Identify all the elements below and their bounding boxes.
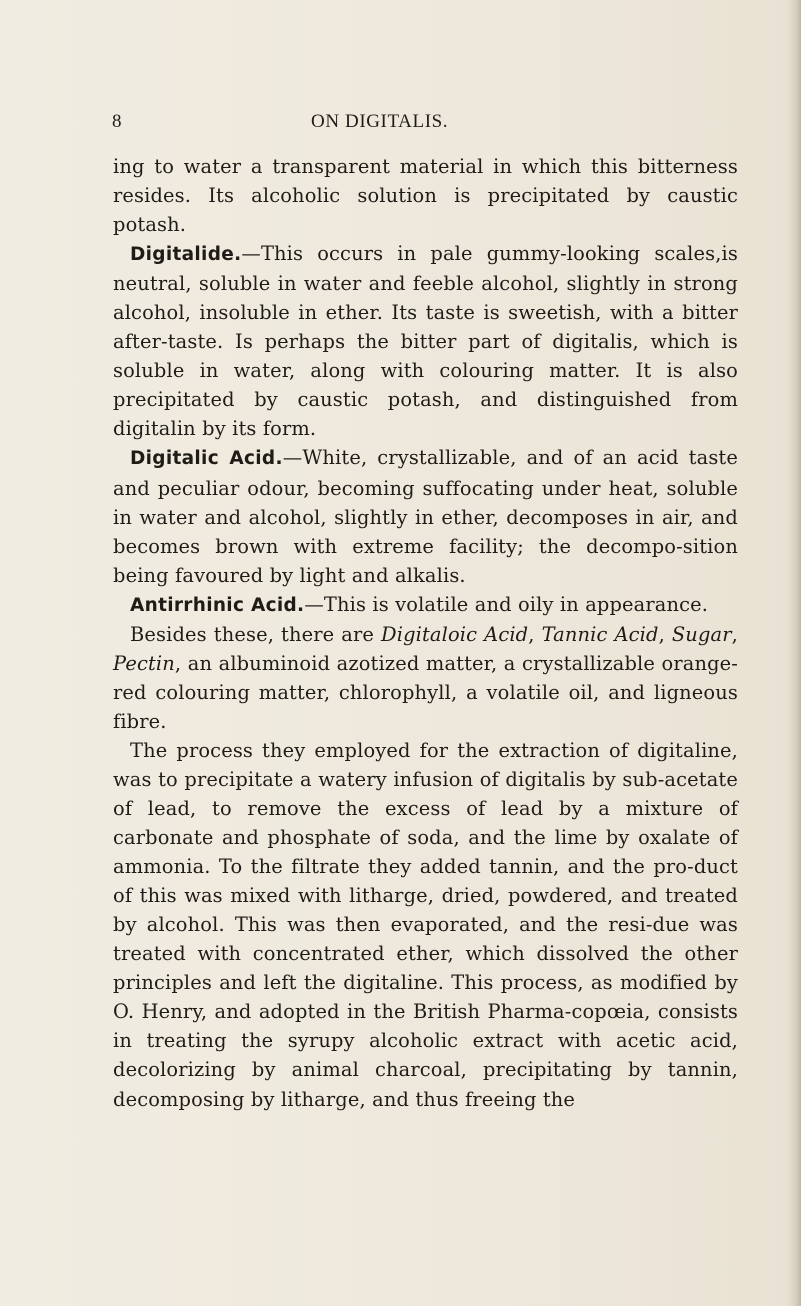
running-head: ON DIGITALIS. — [311, 111, 449, 132]
term-heading: Digitalic Acid. — [130, 448, 283, 470]
paragraph-continuation: ing to water a transparent material in which this bitterness resides. Its alcoholic solution is precipitated by caustic potash. — [113, 155, 738, 237]
page-header — [0, 111, 801, 137]
page-edge-shadow — [787, 0, 801, 1306]
paragraph-text: —White, crystallizable, and of an acid taste and peculiar odour, becoming suffocating under heat, soluble in water and alcohol, slightly in ether, decomposes in air, and becomes brown with extreme facility; the decompo-sition being favoured by light and alkalis. — [113, 446, 738, 587]
italic-term: Sugar — [671, 622, 732, 646]
paragraph-text: —This is volatile and oily in appearance. — [304, 592, 709, 616]
paragraph-other-constituents: Besides these, there are Digitaloic Acid, Tannic Acid, Sugar, Pectin, an albuminoid azotized matter, a crystallizable orange-red colouring matter, chlorophyll, a volatile oil, and ligneous fibre. — [113, 622, 738, 733]
paragraph-text: —This occurs in pale gummy-looking scales,is neutral, soluble in water and feeble alcohol, slightly in strong alcohol, insoluble in ether. Its taste is sweetish, with a bitter after-taste. Is perhaps the bitter part of digitalis, which is soluble in water, along with colouring matter. It is also precipitated by caustic potash, and distinguished from digitalin by its form. — [113, 242, 738, 441]
paragraph-text: Besides these, there are — [130, 622, 375, 646]
italic-term: Digitaloic Acid — [381, 622, 529, 646]
paragraph-digitalide — [113, 239, 738, 443]
body-text — [113, 152, 738, 1114]
term-heading: Antirrhinic Acid. — [130, 594, 305, 616]
italic-term: Tannic Acid — [541, 622, 659, 646]
paragraph-digitalic-acid — [113, 443, 738, 589]
paragraph-antirrhinic-acid — [113, 590, 738, 620]
italic-term: Pectin — [113, 651, 175, 675]
page-number: 8 — [112, 111, 122, 132]
term-heading: Digitalide. — [130, 244, 242, 266]
paragraph-extraction-process: The process they employed for the extraction of digitaline, was to precipitate a watery infusion of digitalis by sub-acetate of lead, to remove the excess of lead by a mixture of carbonate and phosphate of soda, and the lime by oxalate of ammonia. To the filtrate they added tannin, and the pro-duct of this was mixed with litharge, dried, powdered, and treated by alcohol. This was then evaporated, and the resi-due was treated with concentrated ether, which dissolved the other principles and left the digitaline. This process, as modified by O. Henry, and adopted in the British Pharma-copœia, consists in treating the syrupy alcoholic extract with acetic acid, decolorizing by animal charcoal, precipitating by tannin, decomposing by litharge, and thus freeing the — [113, 738, 738, 1111]
paragraph-text: an albuminoid azotized matter, a crystallizable orange-red colouring matter, chlorophyll, a volatile oil, and ligneous fibre. — [113, 651, 738, 733]
